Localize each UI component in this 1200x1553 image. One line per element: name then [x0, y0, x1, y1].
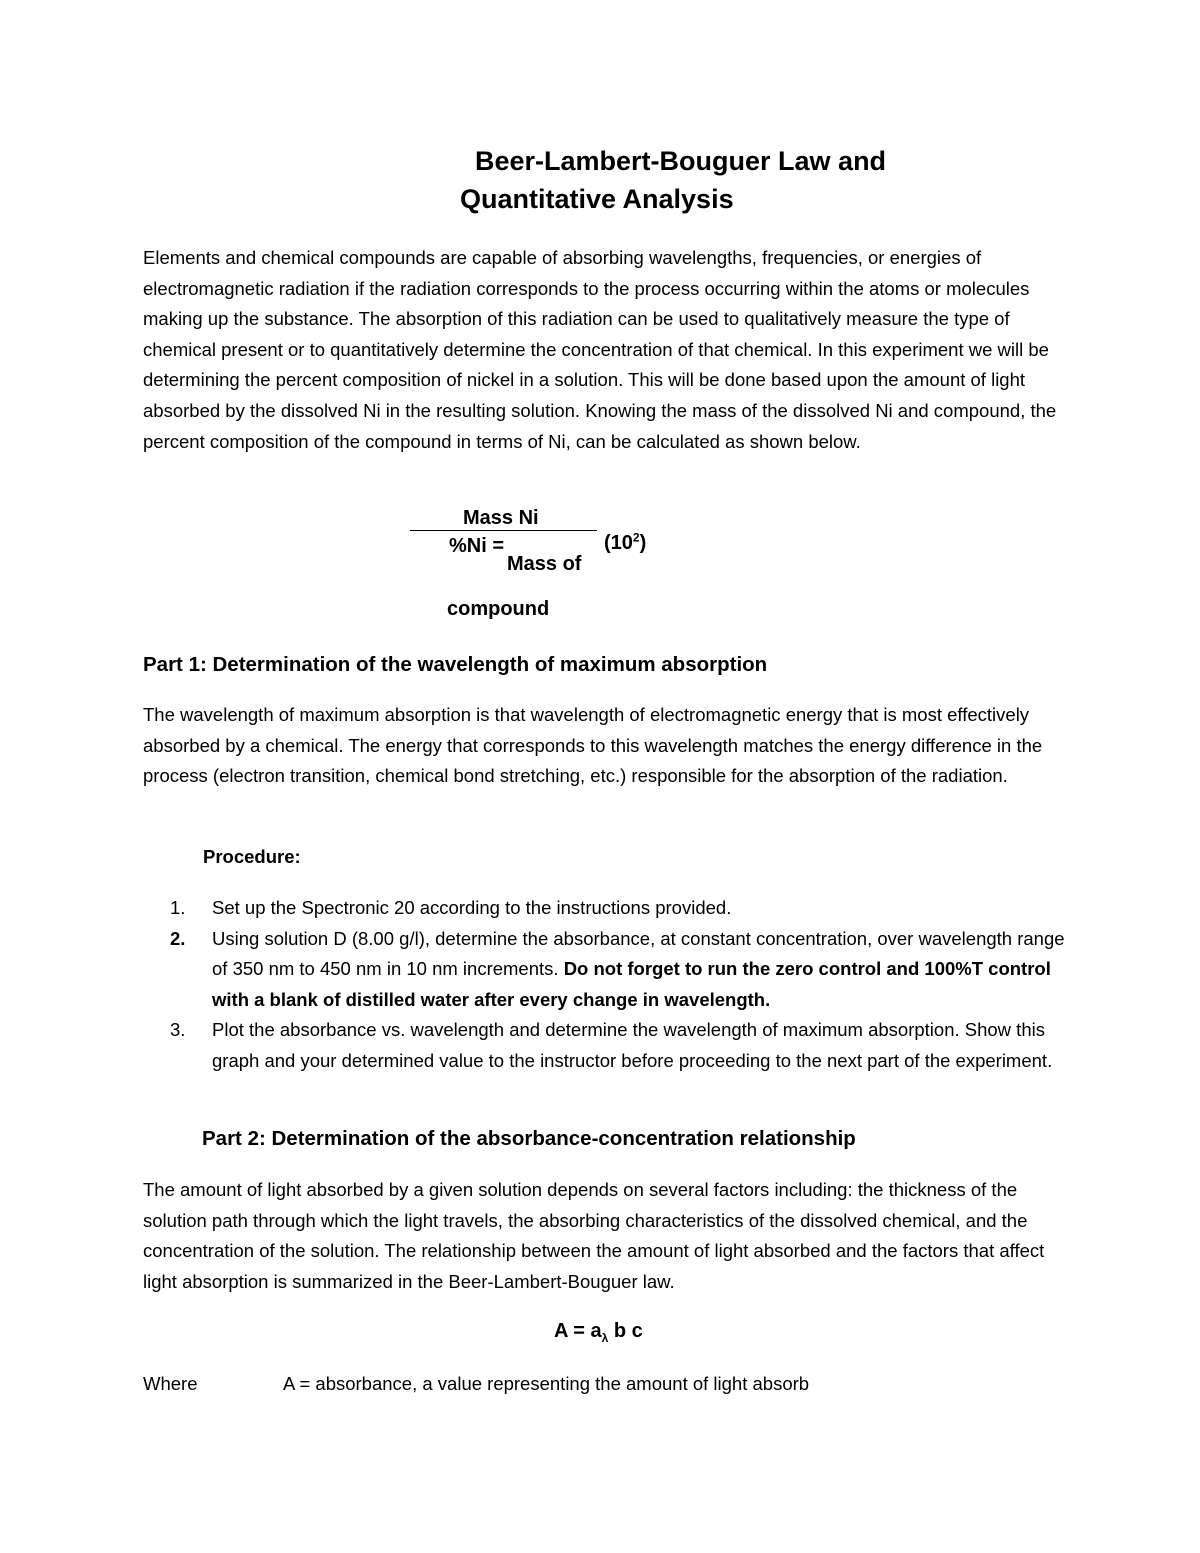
factor-close: ): [639, 532, 647, 554]
step-text: Set up the Spectronic 20 according to the instructions provided.: [212, 897, 732, 918]
formula-factor: [604, 532, 646, 555]
formula-numerator: Mass Ni: [463, 507, 539, 529]
factor-base: (10: [604, 532, 633, 554]
beer-lambert-equation: [554, 1320, 643, 1343]
where-definition: A = absorbance, a value representing the amount of light absorb: [283, 1373, 810, 1394]
step-number: 3.: [170, 1019, 186, 1041]
step-text: Using solution D (8.00 g/l), determine the absorbance, at constant concentration, over wavelength range of 350 nm to 450 nm in 10 nm increments.: [212, 927, 1065, 980]
where-label: Where: [143, 1373, 198, 1394]
factor-exponent: 2: [632, 530, 640, 545]
list-item: [170, 1015, 1070, 1076]
fraction-bar: [410, 530, 597, 531]
formula-lhs: %Ni =: [449, 535, 505, 557]
part2-paragraph: The amount of light absorbed by a given solution depends on several factors including: the thickness of the solution path through which the light travels, the absorbing characteristics of the dissolved chemical, and the concentration of the solution. The relationship between the amount of light absorbed and the factors that affect light absorption is summarized in the Beer-Lambert-Bouguer law.: [143, 1179, 1045, 1292]
equation-rhs: b c: [608, 1320, 643, 1342]
title-line-1: Beer-Lambert-Bouguer Law and: [475, 146, 887, 176]
procedure-list: [170, 893, 1070, 1077]
step-number: 1.: [170, 897, 186, 918]
formula-denominator-line-1: Mass of: [507, 553, 582, 575]
part1-heading: Part 1: Determination of the wavelength of maximum absorption: [143, 653, 768, 676]
part2-heading: Part 2: Determination of the absorbance-concentration relationship: [202, 1127, 856, 1150]
formula-denominator-line-2: compound: [447, 598, 550, 620]
intro-paragraph: Elements and chemical compounds are capable of absorbing wavelengths, frequencies, or energies of electromagnetic radiation if the radiation corresponds to the process occurring within the atoms or molecules making up the substance. The absorption of this radiation can be used to qualitatively measure the type of chemical present or to quantitatively determine the concentration of that chemical. In this experiment we will be determining the percent composition of nickel in a solution. This will be done based upon the amount of light absorbed by the dissolved Ni in the resulting solution. Knowing the mass of the dissolved Ni and compound, the percent composition of the compound in terms of Ni, can be calculated as shown below.: [143, 247, 1057, 452]
equation-lhs: A = a: [554, 1320, 602, 1342]
part1-paragraph: The wavelength of maximum absorption is that wavelength of electromagnetic energy that is most effectively absorbed by a chemical. The energy that corresponds to this wavelength matches the energy difference in the process (electron transition, chemical bond stretching, etc.) responsible for the absorption of the radiation.: [143, 704, 1043, 787]
step-text: Plot the absorbance vs. wavelength and determine the wavelength of maximum absorption. Show this graph and your determined value to the instructor before proceeding to the next part of the experiment.: [212, 1019, 1053, 1071]
procedure-label: Procedure:: [203, 846, 301, 867]
step-bold-warning: Do not forget to run the zero control and 100%T control with a blank of distilled water after every change in wavelength.: [212, 958, 1051, 1010]
equation-subscript: λ: [601, 1331, 609, 1345]
list-item: [170, 924, 1070, 1016]
list-item: [170, 893, 1070, 924]
title-line-2: Quantitative Analysis: [460, 184, 734, 214]
step-number: 2.: [170, 927, 186, 949]
